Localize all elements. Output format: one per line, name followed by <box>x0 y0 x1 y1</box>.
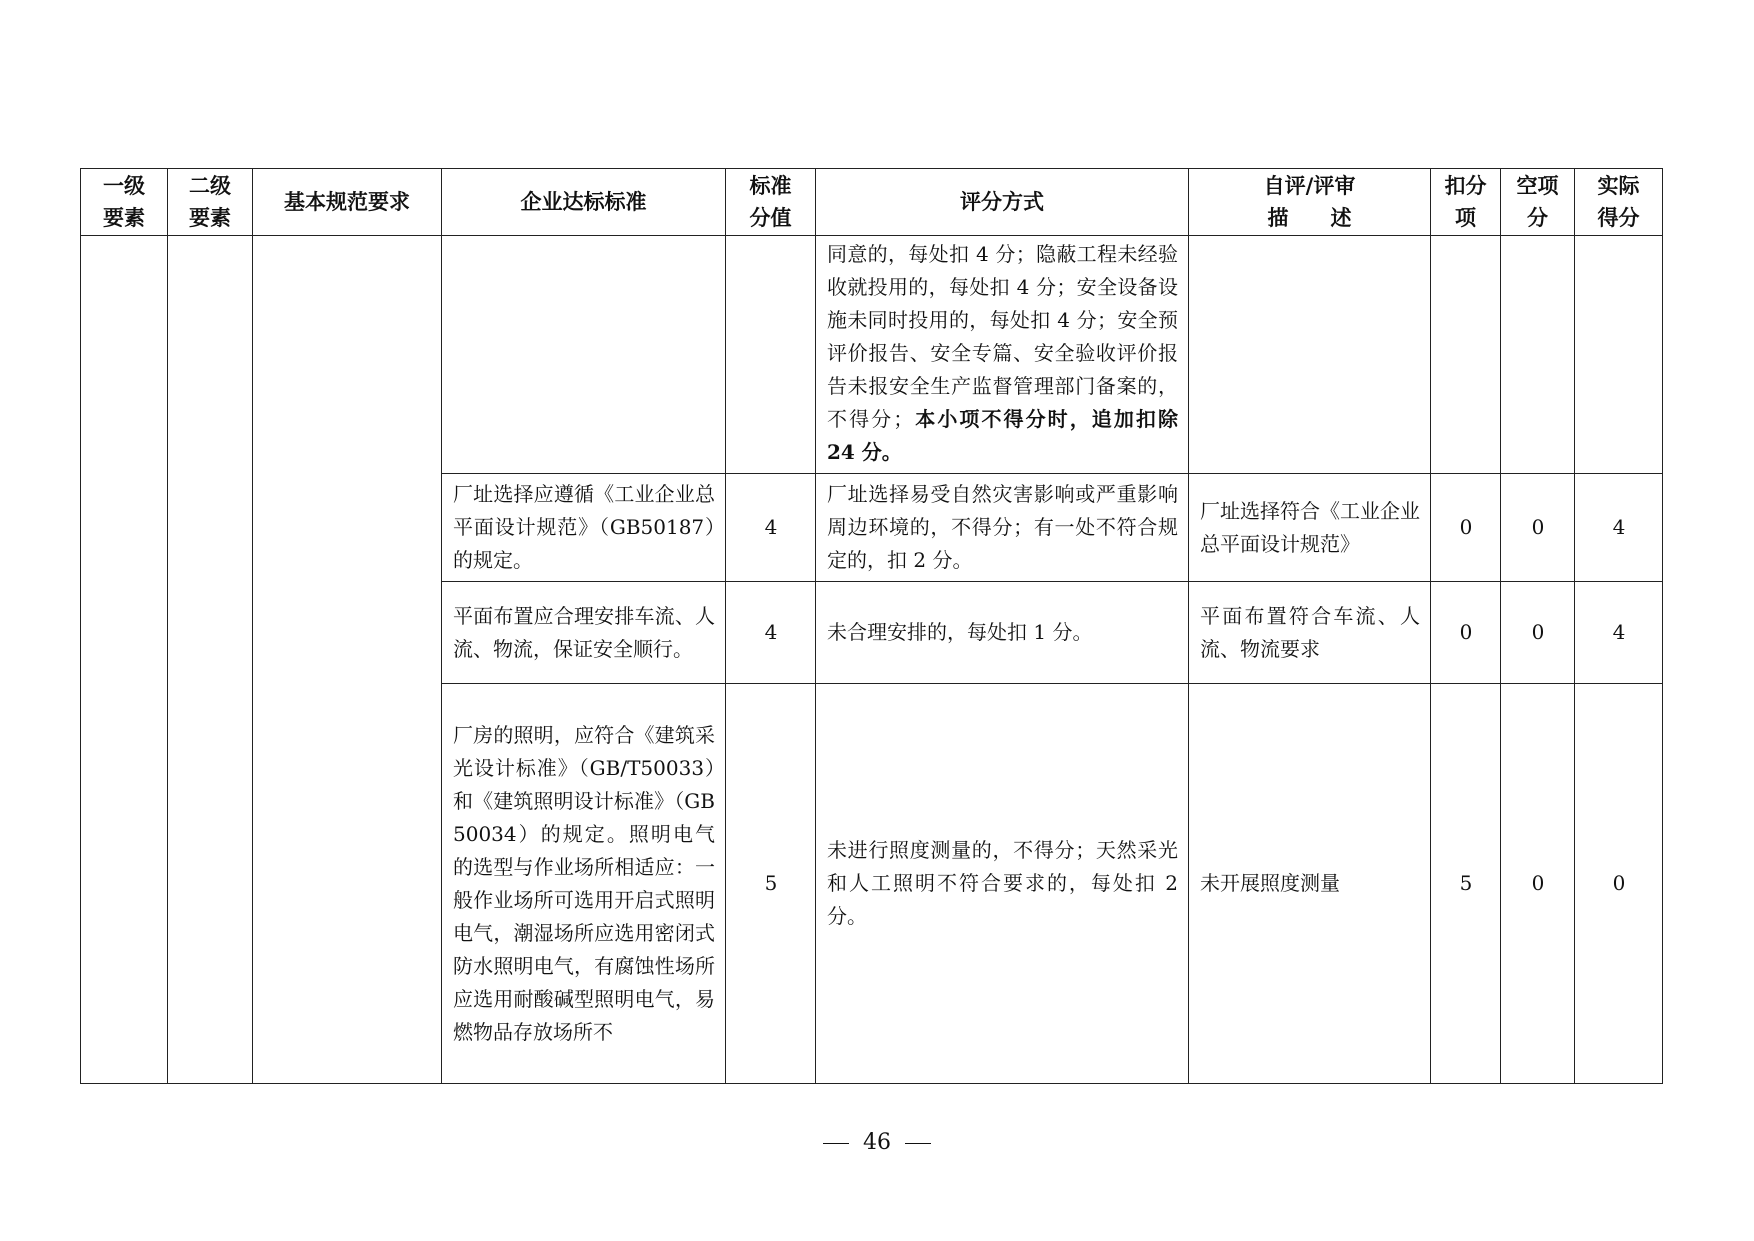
table-row <box>81 236 1663 474</box>
standard-cell: 厂址选择应遵循《工业企业总平面设计规范》（GB50187）的规定。 <box>442 474 726 582</box>
empty-cell <box>1501 236 1575 474</box>
review-cell: 平面布置符合车流、人流、物流要求 <box>1189 582 1431 684</box>
standard-cell: 平面布置应合理安排车流、人流、物流，保证安全顺行。 <box>442 582 726 684</box>
score-cell <box>726 236 816 474</box>
header-deduction: 扣分 项 <box>1431 169 1501 236</box>
header-scoring-method: 评分方式 <box>816 169 1189 236</box>
header-level2: 二级 要素 <box>168 169 253 236</box>
page-number-dash-left <box>823 1143 849 1144</box>
header-basic-requirement: 基本规范要求 <box>253 169 442 236</box>
score-cell: 4 <box>726 474 816 582</box>
header-actual-score: 实际 得分 <box>1575 169 1663 236</box>
deduct-cell: 0 <box>1431 474 1501 582</box>
score-cell: 5 <box>726 684 816 1084</box>
level1-cell <box>81 236 168 1084</box>
empty-cell: 0 <box>1501 474 1575 582</box>
header-level1: 一级 要素 <box>81 169 168 236</box>
actual-cell <box>1575 236 1663 474</box>
header-review-description: 自评/评审 描 述 <box>1189 169 1431 236</box>
method-cell: 未合理安排的，每处扣 1 分。 <box>816 582 1189 684</box>
empty-cell: 0 <box>1501 684 1575 1084</box>
method-cell: 厂址选择易受自然灾害影响或严重影响周边环境的，不得分；有一处不符合规定的，扣 2 分。 <box>816 474 1189 582</box>
review-cell <box>1189 236 1431 474</box>
page-number-dash-right <box>905 1143 931 1144</box>
header-empty-item: 空项 分 <box>1501 169 1575 236</box>
actual-cell: 4 <box>1575 474 1663 582</box>
review-cell: 未开展照度测量 <box>1189 684 1431 1084</box>
actual-cell: 4 <box>1575 582 1663 684</box>
page-number <box>0 1130 1754 1155</box>
score-cell: 4 <box>726 582 816 684</box>
standard-cell <box>442 236 726 474</box>
standard-cell: 厂房的照明，应符合《建筑采光设计标准》（GB/T50033）和《建筑照明设计标准》（GB50034）的规定。照明电气的选型与作业场所相适应：一般作业场所可选用开启式照明电气，潮湿场所应选用密闭式防水照明电气，有腐蚀性场所应选用耐酸碱型照明电气，易燃物品存放场所不 <box>442 684 726 1084</box>
empty-cell: 0 <box>1501 582 1575 684</box>
method-cell: 未进行照度测量的，不得分；天然采光和人工照明不符合要求的，每处扣 2 分。 <box>816 684 1189 1084</box>
scoring-table <box>80 168 1663 1084</box>
header-row <box>81 169 1663 236</box>
page-number-value: 46 <box>863 1130 891 1155</box>
header-standard-score: 标准 分值 <box>726 169 816 236</box>
method-cell: 同意的，每处扣 4 分；隐蔽工程未经验收就投用的，每处扣 4 分；安全设备设施未同时投用的，每处扣 4 分；安全预评价报告、安全专篇、安全验收评价报告未报安全生产监督管理部门备案的，不得分；本小项不得分时，追加扣除 24 分。 <box>816 236 1189 474</box>
deduct-cell <box>1431 236 1501 474</box>
basic-requirement-cell <box>253 236 442 1084</box>
actual-cell: 0 <box>1575 684 1663 1084</box>
level2-cell <box>168 236 253 1084</box>
deduct-cell: 0 <box>1431 582 1501 684</box>
review-cell: 厂址选择符合《工业企业总平面设计规范》 <box>1189 474 1431 582</box>
header-enterprise-standard: 企业达标标准 <box>442 169 726 236</box>
deduct-cell: 5 <box>1431 684 1501 1084</box>
